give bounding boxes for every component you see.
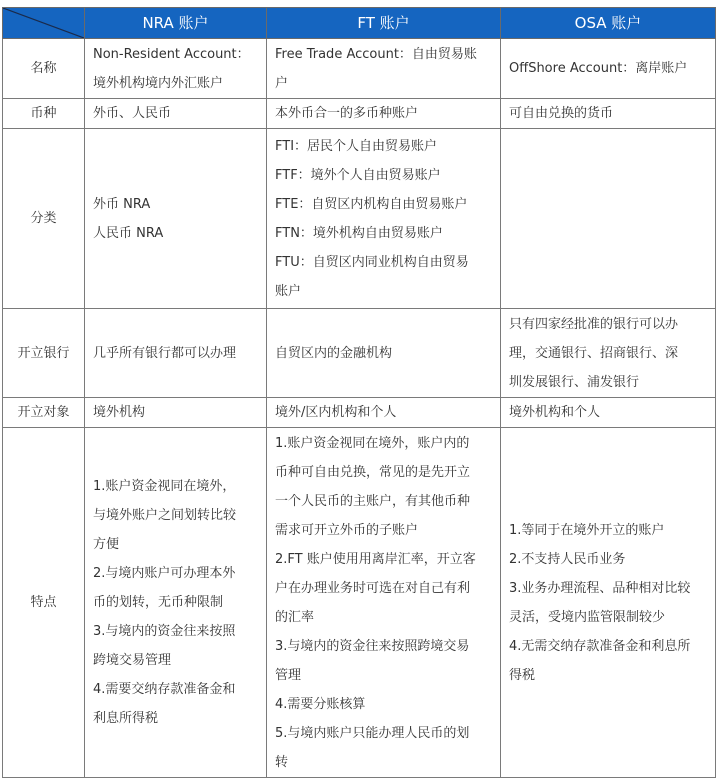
cell-text-line: 1.等同于在境外开立的账户 [509, 522, 665, 538]
cell-text-line: 4.无需交纳存款准备金和利息所 [509, 638, 691, 654]
cell-text-line: 3.与境内的资金往来按照 [93, 624, 236, 639]
cell-osa [501, 39, 716, 99]
cell-text-line: 2.与境内账户可办理本外 [93, 566, 236, 581]
cell-osa [501, 129, 716, 309]
cell-text-line: 币的划转，无币种限制 [93, 595, 224, 610]
cell-nra [85, 129, 267, 309]
cell-text-line: Free Trade Account：自由贸易账 [275, 46, 477, 62]
cell-text-line: Non-Resident Account： [93, 46, 250, 62]
table-row-currency [3, 99, 716, 129]
cell-text-line: 只有四家经批准的银行可以办 [509, 316, 679, 332]
cell-ft [267, 39, 501, 99]
cell-text-line: 1.账户资金视同在境外， [93, 479, 236, 494]
cell-text-line: FTU：自贸区内同业机构自由贸易 [275, 254, 469, 270]
table-row-eligible-holder [3, 398, 716, 428]
column-header-nra: NRA 账户 [85, 8, 267, 39]
cell-text-line: 境外机构 [93, 405, 146, 420]
cell-text-line: 3.业务办理流程、品种相对比较 [509, 580, 691, 596]
cell-osa [501, 309, 716, 398]
cell-ft [267, 309, 501, 398]
cell-text-line: OffShore Account：离岸账户 [509, 61, 688, 76]
row-label: 开立银行 [3, 309, 85, 398]
cell-text-line: FTF：境外个人自由贸易账户 [275, 167, 441, 183]
cell-ft [267, 398, 501, 428]
cell-text-line: 币种可自由兑换，常见的是先开立 [275, 464, 471, 480]
table-row-features [3, 428, 716, 778]
cell-text-line: 方便 [93, 537, 120, 552]
cell-nra [85, 398, 267, 428]
cell-text-line: 2.FT 账户使用用离岸汇率，开立客 [275, 551, 476, 567]
cell-text-line: 的汇率 [275, 609, 315, 625]
cell-text-line: 账户 [275, 283, 302, 299]
table-row-name [3, 39, 716, 99]
cell-text-line: 户在办理业务时可选在对自己有利 [275, 580, 471, 596]
cell-text-line: 一个人民币的主账户，有其他币种 [275, 493, 471, 509]
cell-text-line: 理，交通银行、招商银行、深 [509, 345, 679, 361]
cell-text-line: 境外机构和个人 [509, 405, 601, 420]
cell-text-line: 灵活，受境内监管限制较少 [509, 609, 666, 625]
cell-text-line: 跨境交易管理 [93, 653, 172, 668]
cell-nra [85, 99, 267, 129]
cell-text-line: 人民币 NRA [93, 225, 164, 241]
cell-ft [267, 428, 501, 778]
cell-text-line: 4.需要交纳存款准备金和 [93, 682, 236, 697]
cell-osa [501, 428, 716, 778]
cell-nra [85, 428, 267, 778]
cell-text-line: 1.账户资金视同在境外，账户内的 [275, 435, 470, 451]
cell-text-line: 可自由兑换的货币 [509, 106, 614, 121]
cell-ft [267, 99, 501, 129]
cell-text-line: 2.不支持人民币业务 [509, 551, 626, 567]
cell-text-line: 4.需要分账核算 [275, 696, 366, 712]
cell-text-line: 外币、人民币 [93, 106, 172, 121]
row-label: 特点 [3, 428, 85, 778]
row-label: 开立对象 [3, 398, 85, 428]
cell-text-line: 转 [275, 754, 289, 770]
cell-text-line: 境外/区内机构和个人 [275, 405, 397, 420]
cell-text-line: 外币 NRA [93, 196, 151, 212]
cell-text-line: 自贸区内的金融机构 [275, 345, 393, 361]
cell-text-line: 与境外账户之间划转比较 [93, 508, 237, 523]
cell-text-line: 5.与境内账户只能办理人民币的划 [275, 725, 470, 741]
table-row-category [3, 129, 716, 309]
header-row [3, 8, 716, 39]
cell-text-line: 管理 [275, 667, 302, 683]
cell-text-line: FTI：居民个人自由贸易账户 [275, 138, 438, 154]
column-header-ft: FT 账户 [267, 8, 501, 39]
cell-text-line: FTE：自贸区内机构自由贸易账户 [275, 196, 468, 212]
corner-cell [3, 8, 85, 39]
row-label: 币种 [3, 99, 85, 129]
table-row-opening-bank [3, 309, 716, 398]
cell-text-line: 3.与境内的资金往来按照跨境交易 [275, 638, 470, 654]
diagonal-line-icon [3, 8, 84, 38]
account-comparison-table [2, 7, 716, 778]
cell-osa [501, 99, 716, 129]
cell-text-line: 圳发展银行、浦发银行 [509, 374, 640, 390]
cell-text-line: 需求可开立外币的子账户 [275, 522, 419, 538]
cell-text-line: FTN：境外机构自由贸易账户 [275, 225, 443, 241]
column-header-osa: OSA 账户 [501, 8, 716, 39]
row-label: 名称 [3, 39, 85, 99]
cell-osa [501, 398, 716, 428]
cell-nra [85, 309, 267, 398]
row-label: 分类 [3, 129, 85, 309]
cell-ft [267, 129, 501, 309]
cell-nra [85, 39, 267, 99]
cell-text-line: 户 [275, 75, 289, 91]
cell-text-line: 境外机构境内外汇账户 [93, 75, 224, 91]
cell-text-line: 利息所得税 [93, 711, 159, 726]
cell-text-line: 几乎所有银行都可以办理 [93, 345, 237, 361]
cell-text-line: 本外币合一的多币种账户 [275, 106, 419, 121]
cell-text-line: 得税 [509, 667, 536, 683]
